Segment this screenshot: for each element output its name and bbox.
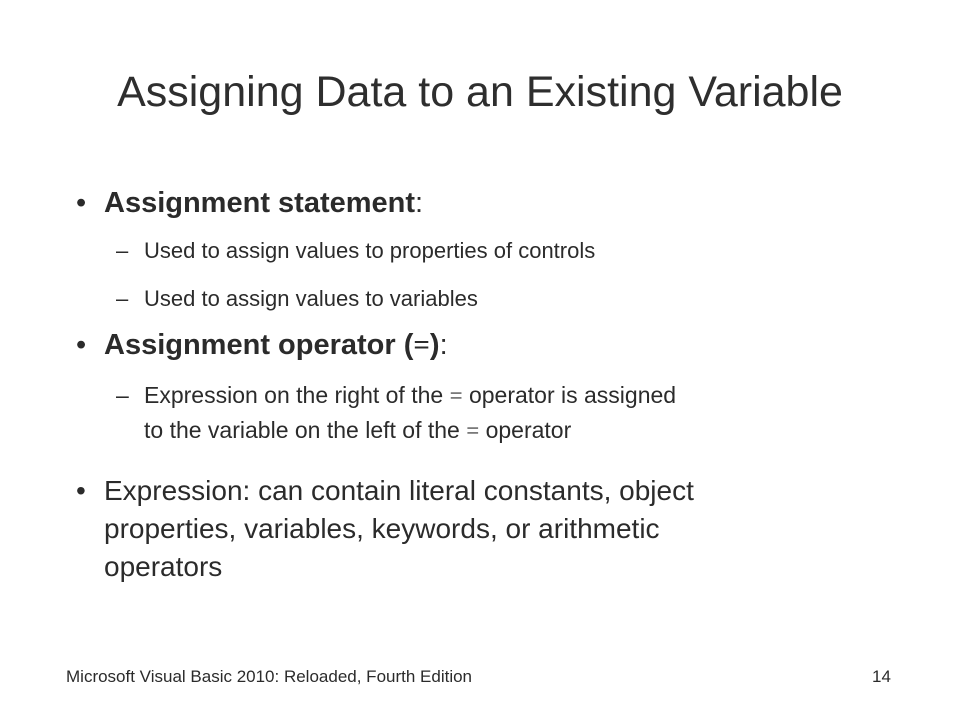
bullet-label-before: Assignment operator ( bbox=[104, 329, 414, 361]
bullet-text bbox=[104, 184, 896, 222]
bullet-line: operators bbox=[104, 551, 223, 582]
sub-bullet-text: Used to assign values to properties of controls bbox=[144, 238, 596, 263]
bullet-assignment-operator bbox=[76, 326, 896, 364]
sub-bullet bbox=[116, 282, 896, 316]
sub-bullet bbox=[116, 234, 896, 268]
bullet-assignment-statement bbox=[76, 184, 896, 222]
bullet-suffix: : bbox=[415, 187, 424, 219]
dash-marker: – bbox=[116, 238, 129, 263]
bullet-label-after: ) bbox=[429, 329, 440, 361]
equals-symbol: = bbox=[413, 329, 430, 361]
slide-title: Assigning Data to an Existing Variable bbox=[117, 68, 843, 116]
sub-text-after: operator is assigned bbox=[462, 382, 677, 408]
bullet-expression bbox=[76, 472, 896, 586]
footer-book-title: Microsoft Visual Basic 2010: Reloaded, Fourth Edition bbox=[66, 667, 473, 686]
bullet-text bbox=[104, 326, 896, 364]
equals-symbol: = bbox=[466, 418, 480, 443]
bullet-line: properties, variables, keywords, or arithmetic bbox=[104, 513, 660, 544]
bullet-marker: • bbox=[76, 329, 87, 361]
bullet-text bbox=[104, 472, 896, 586]
sub-bullet bbox=[116, 378, 896, 448]
dash-marker: – bbox=[116, 286, 129, 311]
bullet-marker: • bbox=[76, 187, 87, 219]
sub-bullet-text: Used to assign values to variables bbox=[144, 286, 478, 311]
dash-marker: – bbox=[116, 382, 129, 408]
sub-bullet-text bbox=[144, 378, 896, 448]
sub-text-before: Expression on the right of the bbox=[144, 382, 450, 408]
sub-text-before: to the variable on the left of the bbox=[144, 417, 467, 443]
bullet-line: Expression: can contain literal constants, object bbox=[104, 475, 694, 506]
footer-page-number: 14 bbox=[872, 667, 891, 686]
bullet-label: Assignment statement bbox=[104, 187, 416, 219]
bullet-suffix: : bbox=[439, 329, 448, 361]
sub-text-after: operator bbox=[479, 417, 572, 443]
bullet-marker: • bbox=[76, 475, 86, 506]
equals-symbol: = bbox=[449, 383, 463, 408]
